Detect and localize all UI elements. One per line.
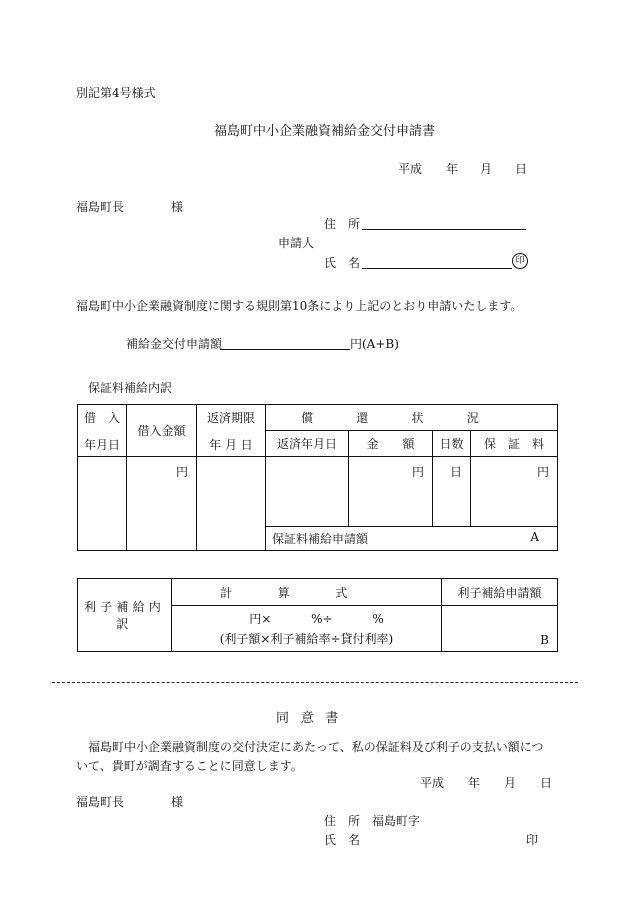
consent-seal: 印: [526, 833, 539, 847]
applicant-name-field[interactable]: [362, 268, 512, 269]
date-year: 年: [446, 162, 459, 176]
applicant-name-label: 氏 名: [324, 256, 361, 270]
header-fee: 保 証 料: [471, 431, 558, 457]
cut-line: [52, 682, 578, 683]
statement: 福島町中小企業融資制度に関する規則第10条により上記のとおり申請いたします。: [76, 299, 523, 313]
cell-borrow-date[interactable]: [78, 457, 127, 551]
header-repay-date: 返済年月日: [266, 431, 349, 457]
consent-name-label: 氏 名: [324, 833, 361, 847]
guarantee-total-label: 保証料補給申請額: [272, 532, 369, 546]
interest-row-label: [78, 579, 172, 652]
applicant-address-label: 住 所: [324, 217, 361, 231]
date-day: 日: [515, 162, 528, 176]
cell-borrow-amount[interactable]: 円: [127, 457, 197, 551]
consent-title: 同意書: [276, 711, 351, 726]
guarantee-table: [77, 404, 558, 551]
interest-formula-line[interactable]: [172, 606, 442, 628]
interest-formula-header-text: 計算式: [220, 585, 393, 600]
guarantee-total-row[interactable]: [266, 527, 558, 551]
header-repay-term: [197, 405, 266, 457]
consent-address-value[interactable]: 福島町字: [372, 814, 421, 828]
interest-table: [77, 578, 558, 652]
cell-repay-date[interactable]: [266, 457, 349, 527]
header-borrow-date-line2: 年月日: [83, 437, 120, 452]
request-amount-formula: (A+B): [362, 337, 399, 351]
request-amount-label: 補給金交付申請額: [126, 337, 223, 351]
applicant-address-field[interactable]: [362, 229, 526, 230]
consent-addressee-name: 福島町長: [76, 795, 125, 809]
header-borrow-date-line1: 借 入: [83, 410, 120, 425]
cell-fee[interactable]: 円: [471, 457, 558, 527]
interest-row-label-text: 利子補給内訳: [83, 599, 165, 631]
header-repay-term-line1: 返済期限: [206, 410, 255, 425]
interest-formula-header: [172, 579, 442, 606]
applicant-label: 申請人: [278, 236, 315, 250]
header-borrow-date: [78, 405, 127, 457]
header-days: 日数: [433, 431, 471, 457]
page-title: 福島町中小企業融資補給金交付申請書: [214, 124, 436, 139]
applicant-seal: 印: [512, 253, 528, 269]
guarantee-total-mark: A: [530, 530, 539, 544]
formula-pct2: %: [372, 612, 384, 626]
header-status: [266, 405, 558, 431]
request-amount-unit: 円: [350, 337, 363, 351]
addressee-honorific: 様: [171, 200, 184, 214]
consent-date-day: 日: [540, 776, 553, 790]
consent-date-year: 年: [468, 776, 481, 790]
date-month: 月: [480, 162, 493, 176]
consent-body: 福島町中小企業融資制度の交付決定にあたって、私の保証料及び利子の支払い額について、貴町が調査することに同意します。: [76, 740, 544, 773]
interest-formula-note: (利子額×利子補給率÷貸付利率): [172, 627, 442, 651]
cell-amount[interactable]: 円: [349, 457, 433, 527]
interest-amount-header: 利子補給申請額: [442, 579, 558, 606]
cell-days[interactable]: 日: [433, 457, 471, 527]
consent-address-label: 住 所: [324, 814, 361, 828]
form-number: 別記第4号様式: [76, 86, 156, 100]
header-repay-term-line2: 年 月 日: [209, 437, 253, 452]
header-borrow-amount: 借入金額: [127, 405, 197, 457]
consent-addressee-honorific: 様: [171, 795, 184, 809]
consent-date-month: 月: [504, 776, 517, 790]
cell-repay-term[interactable]: [197, 457, 266, 551]
interest-amount-cell[interactable]: [442, 606, 558, 652]
formula-pct1: %÷: [311, 612, 333, 626]
guarantee-caption: 保証料補給内訳: [88, 381, 173, 395]
formula-yen: 円×: [249, 612, 272, 626]
request-amount-field[interactable]: [220, 349, 350, 350]
addressee-name: 福島町長: [76, 200, 125, 214]
consent-date-era: 平成: [420, 776, 445, 790]
interest-total-mark: B: [540, 632, 549, 647]
date-era: 平成: [398, 162, 423, 176]
header-status-text: 償還状況: [301, 411, 522, 425]
header-amount: 金 額: [349, 431, 433, 457]
